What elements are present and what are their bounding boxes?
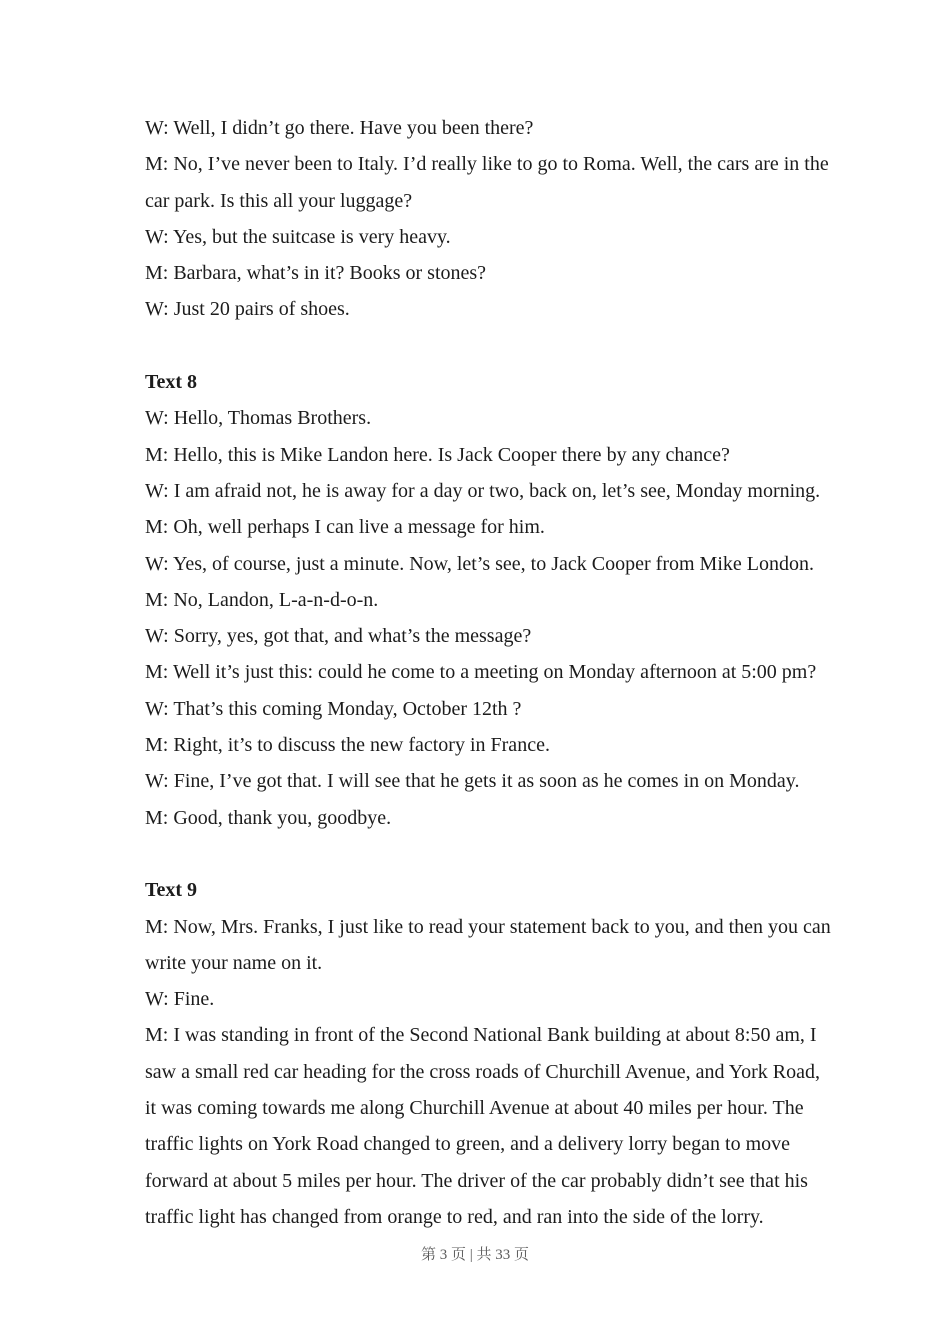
transcript-line: traffic light has changed from orange to red, and ran into the side of the lorry.	[145, 1205, 764, 1228]
transcript-line: M: Right, it’s to discuss the new factory in France.	[145, 734, 550, 757]
transcript-line: M: No, Landon, L-a-n-d-o-n.	[145, 588, 379, 611]
transcript-line: W: Yes, but the suitcase is very heavy.	[145, 225, 451, 248]
transcript-line: M: I was standing in front of the Second National Bank building at about 8:50 am, I	[145, 1024, 817, 1047]
transcript-line: W: That’s this coming Monday, October 12th ?	[145, 697, 522, 720]
transcript-line: W: Hello, Thomas Brothers.	[145, 407, 372, 430]
section-heading-text-9: Text 9	[145, 879, 198, 902]
transcript-line: W: Well, I didn’t go there. Have you been there?	[145, 117, 534, 139]
page-number: 第 3 页 | 共 33 页	[420, 1247, 529, 1263]
transcript-line: write your name on it.	[145, 951, 323, 974]
transcript-line: forward at about 5 miles per hour. The driver of the car probably didn’t see that his	[145, 1169, 808, 1192]
transcript-content	[145, 110, 831, 1235]
transcript-line: W: Yes, of course, just a minute. Now, let’s see, to Jack Cooper from Mike London.	[145, 552, 814, 575]
blank-line	[145, 836, 825, 872]
transcript-line: M: Now, Mrs. Franks, I just like to read your statement back to you, and then you can	[145, 915, 831, 938]
transcript-line: car park. Is this all your luggage?	[145, 189, 413, 212]
transcript-line: W: Fine, I’ve got that. I will see that he gets it as soon as he comes in on Monday.	[145, 770, 800, 793]
transcript-line: M: Barbara, what’s in it? Books or stones?	[145, 262, 487, 285]
section-heading-text-8: Text 8	[145, 371, 198, 394]
transcript-line: M: No, I’ve never been to Italy. I’d really like to go to Roma. Well, the cars are in the	[145, 153, 829, 176]
transcript-line: M: Hello, this is Mike Landon here. Is Jack Cooper there by any chance?	[145, 443, 730, 466]
transcript-line: it was coming towards me along Churchill Avenue at about 40 miles per hour. The	[145, 1097, 804, 1120]
transcript-line: M: Well it’s just this: could he come to a meeting on Monday afternoon at 5:00 pm?	[145, 661, 817, 684]
transcript-line: W: I am afraid not, he is away for a day or two, back on, let’s see, Monday morning.	[145, 479, 821, 502]
transcript-line: W: Just 20 pairs of shoes.	[145, 298, 350, 321]
transcript-line: traffic lights on York Road changed to green, and a delivery lorry began to move	[145, 1133, 791, 1156]
blank-line	[145, 328, 825, 364]
transcript-line: W: Fine.	[145, 988, 215, 1011]
transcript-line: saw a small red car heading for the cross roads of Churchill Avenue, and York Road,	[145, 1060, 821, 1083]
transcript-line: M: Oh, well perhaps I can live a message for him.	[145, 516, 545, 539]
page-footer	[0, 1243, 950, 1264]
transcript-line: W: Sorry, yes, got that, and what’s the message?	[145, 625, 532, 648]
transcript-line: M: Good, thank you, goodbye.	[145, 806, 392, 829]
